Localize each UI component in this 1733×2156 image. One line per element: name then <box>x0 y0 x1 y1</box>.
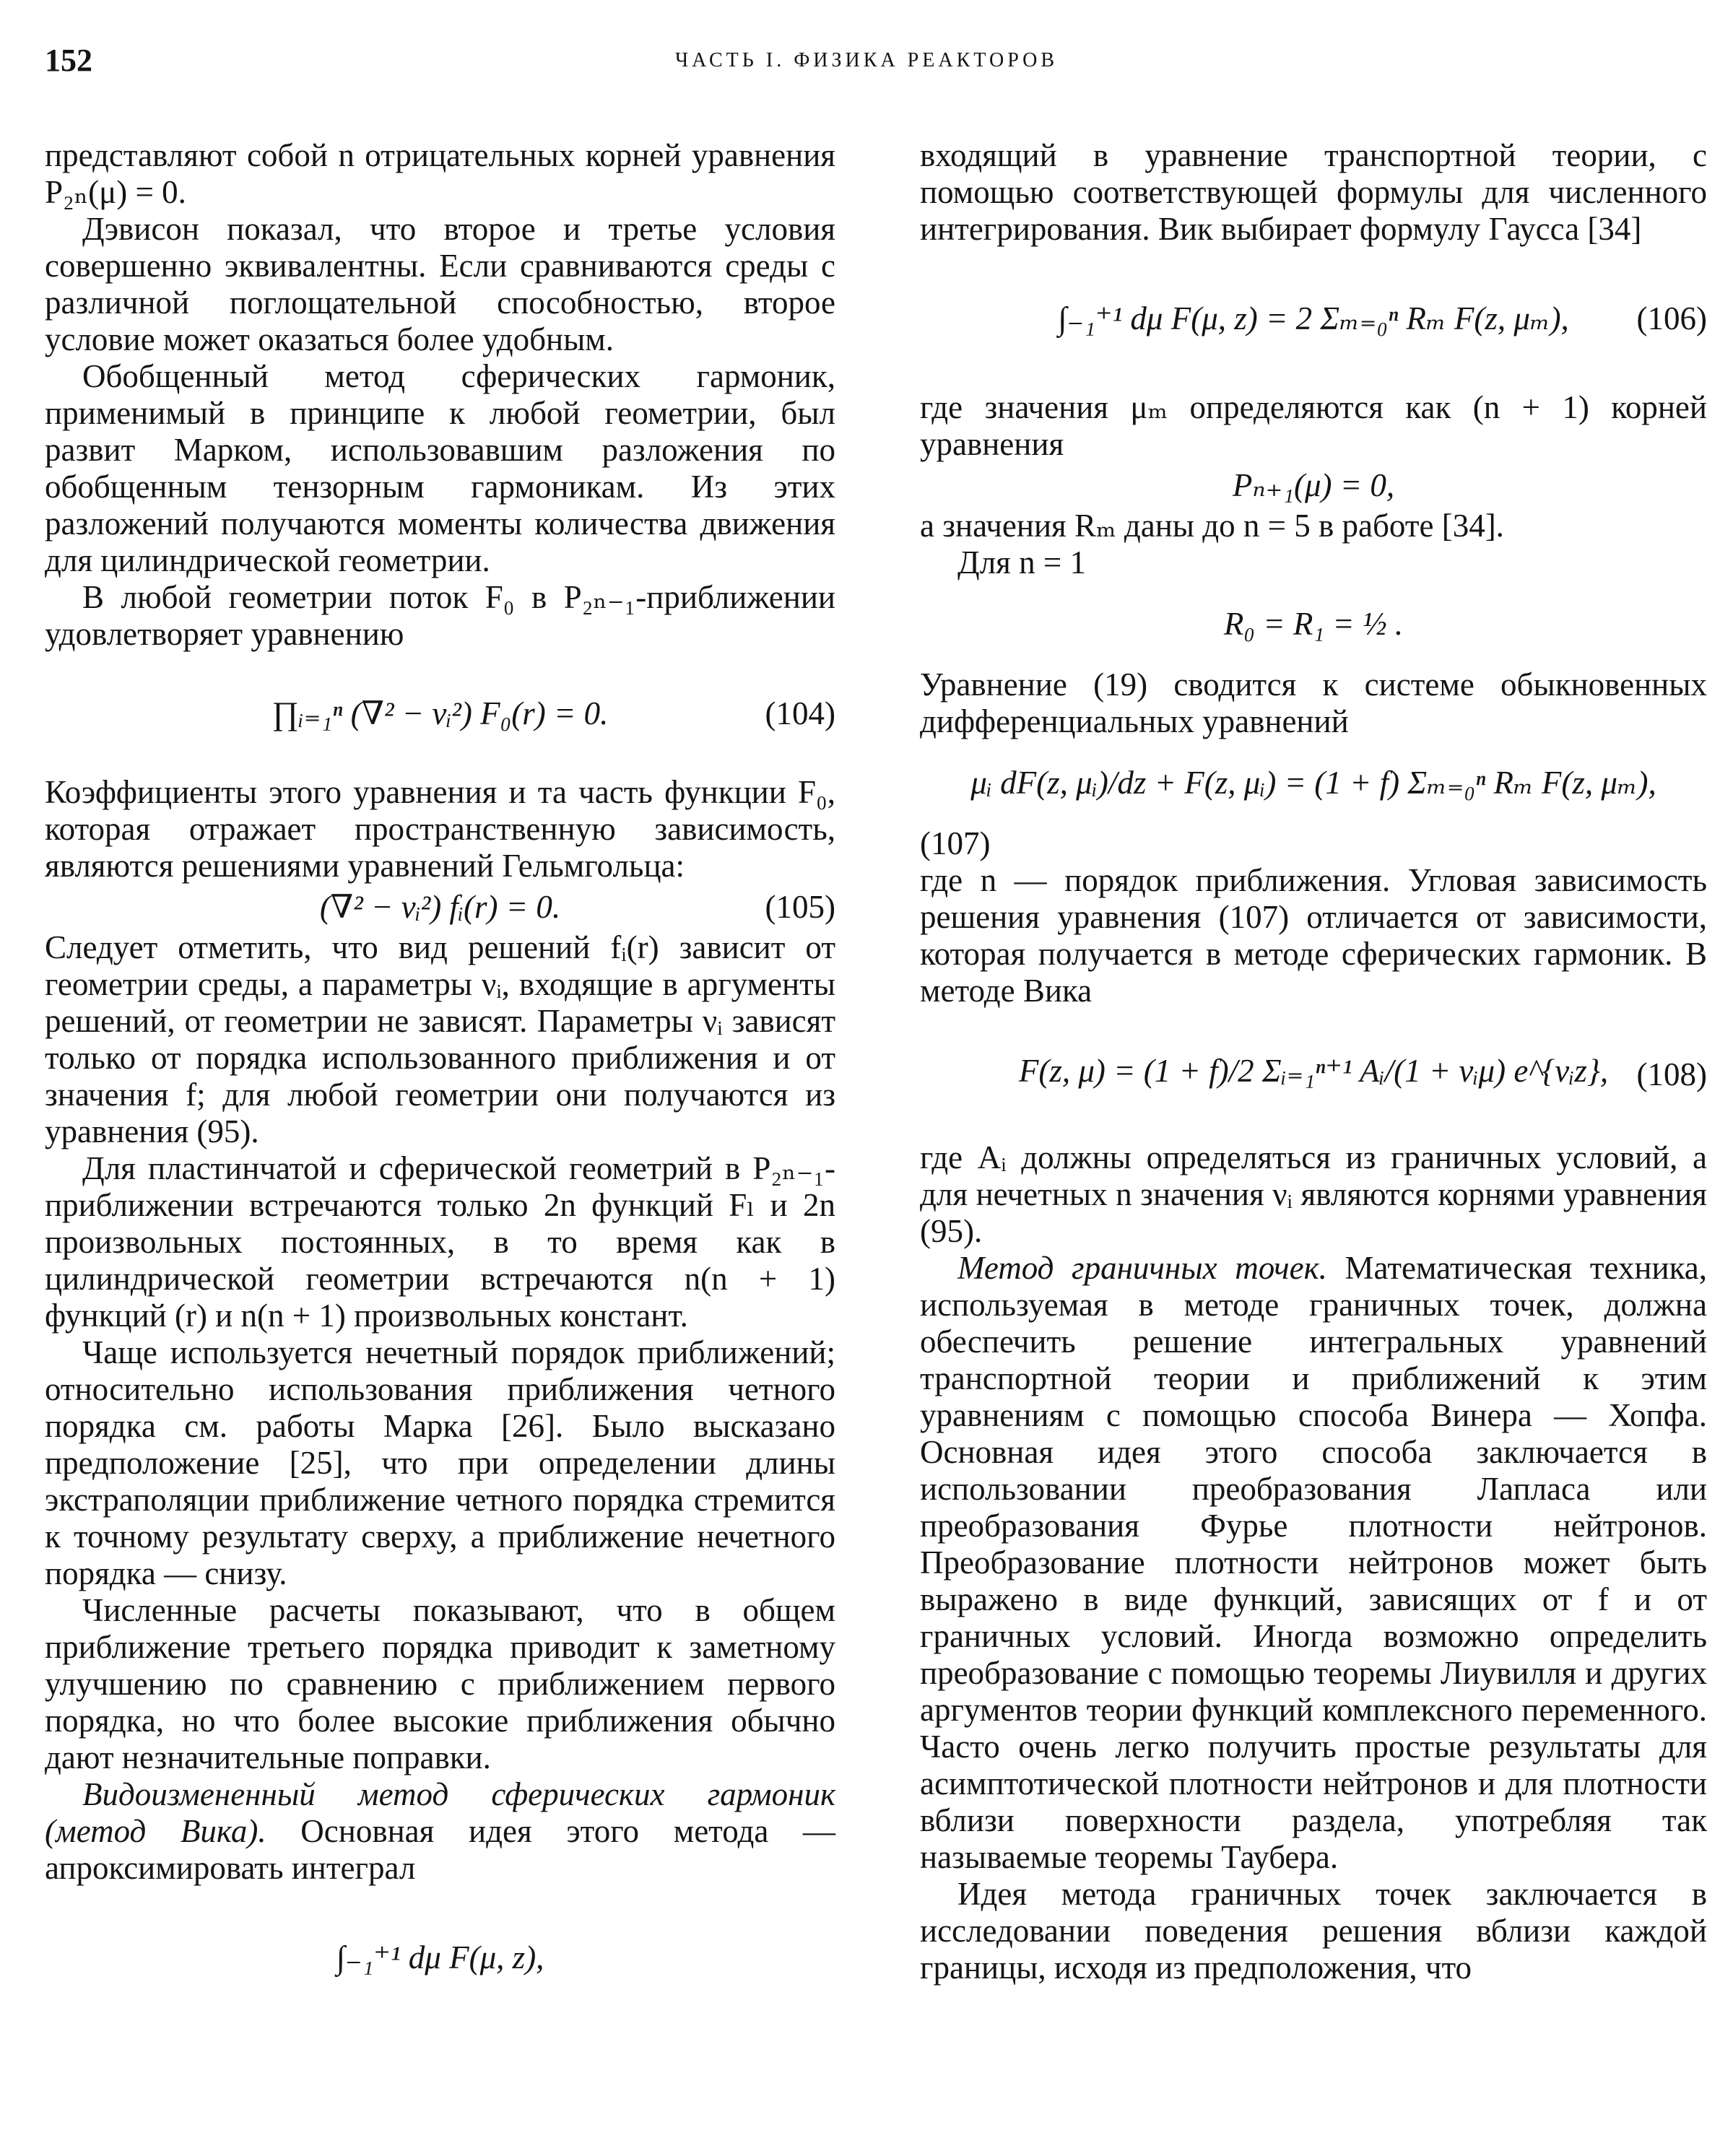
paragraph: Для n = 1 <box>957 544 1086 581</box>
paragraph: входящий в уравнение транспортной теории, с помощью соответствующей формулы для численного интегрирования. Вик выбирает формулу Гаусса [34] <box>920 137 1707 247</box>
paragraph-text: Основная идея этого метода — апроксимировать интеграл <box>45 1813 835 1886</box>
equation-107 <box>920 740 1707 825</box>
left-column <box>45 137 835 2028</box>
equation-formula: ∫₋₁⁺¹ dμ F(μ, z) = 2 Σₘ₌₀ⁿ Rₘ F(z, μₘ), <box>1058 300 1569 336</box>
equation-pn1 <box>920 463 1707 508</box>
equation-formula: F(z, μ) = (1 + f)/2 Σᵢ₌₁ⁿ⁺¹ Aᵢ/(1 + νᵢμ) e^{νᵢz}, <box>1018 1053 1609 1089</box>
paragraph: где Aᵢ должны определяться из граничных условий, а для нечетных n значения νᵢ являются корнями уравнения (95). <box>920 1139 1707 1249</box>
paragraph: Обобщенный метод сферических гармоник, применимый в принципе к любой геометрии, был развит Марком, использовавшим разложения по обобщенным тензорным гармоникам. Из этих разложений получаются моменты количества движения для цилиндрической геометрии. <box>45 358 835 578</box>
running-title: ЧАСТЬ I. ФИЗИКА РЕАКТОРОВ <box>674 49 1059 71</box>
page-number: 152 <box>45 43 92 78</box>
paragraph: Для пластинчатой и сферической геометрий в P₂ₙ₋₁-приближении встречаются только 2n функций Fₗ и 2n произвольных постоянных, в то время как в цилиндрической геометрии встречаются n(n + 1) функций (r) и n(n + 1) произвольных констант. <box>45 1150 835 1334</box>
paragraph: Идея метода граничных точек заключается в исследовании поведения решения вблизи каждой границы, исходя из предположения, что <box>920 1876 1707 1986</box>
paragraph: Коэффициенты этого уравнения и та часть функции F₀, которая отражает пространственную зависимость, являются решениями уравнений Гельмгольца: <box>45 774 835 884</box>
right-column <box>920 137 1707 1986</box>
equation-number: (107) <box>920 825 991 861</box>
paragraph-text: Математическая техника, используемая в методе граничных точек, должна обеспечить решение интегральных уравнений транспортной теории и приближений к этим уравнениям с помощью способа Винера — Хопфа. Основная идея этого способа заключается в использовании преобразования Лапласа или преобразования Фурье плотности нейтронов. Преобразование плотности нейтронов может быть выражено в виде функций, зависящих от f и от граничных условий. Иногда возможно определить преобразование с помощью теоремы Лиувилля и других аргументов теории функций комплексного переменного. Часто очень легко получить простые результаты для асимптотической плотности нейтронов и для плотности вблизи поверхности раздела, употребляя так называемые теоремы Таубера. <box>920 1250 1707 1875</box>
paragraph: где n — порядок приближения. Угловая зависимость решения уравнения (107) отличается от зависимости, которая получается в методе сферических гармоник. В методе Вика <box>920 862 1707 1009</box>
equation-104 <box>45 653 835 774</box>
equation-number: (105) <box>765 889 835 925</box>
equation-105 <box>45 884 835 929</box>
equation-integral <box>45 1887 835 2028</box>
paragraph: Дэвисон показал, что второе и третье условия совершенно эквивалентны. Если сравниваются среды с различной поглощательной способностью, второе условие может оказаться более удобным. <box>45 211 835 357</box>
paragraph: В любой геометрии поток F₀ в P₂ₙ₋₁-приближении удовлетворяет уравнению <box>45 579 835 652</box>
equation-number: (106) <box>1636 300 1707 336</box>
paragraph: Уравнение (19) сводится к системе обыкновенных дифференциальных уравнений <box>920 666 1707 739</box>
section-title: Метод граничных точек. <box>957 1250 1327 1286</box>
equation-formula: ∏ᵢ₌₁ⁿ (∇² − νᵢ²) F₀(r) = 0. <box>272 695 609 731</box>
paragraph: представляют собой n отрицательных корней уравнения P₂ₙ(μ) = 0. <box>45 137 835 210</box>
paragraph: Чаще используется нечетный порядок приближений; относительно использования приближения четного порядка см. работы Марка [26]. Было высказано предположение [25], что при определении длины экстраполяции приближение четного порядка стремится к точному результату сверху, а приближение нечетного порядка — снизу. <box>45 1334 835 1591</box>
equation-number: (108) <box>1636 1056 1707 1092</box>
paragraph <box>920 1250 1707 1876</box>
equation-formula: ∫₋₁⁺¹ dμ F(μ, z), <box>336 1939 544 1975</box>
equation-formula: (∇² − νᵢ²) fᵢ(r) = 0. <box>319 889 561 925</box>
equation-formula: Pₙ₊₁(μ) = 0, <box>1232 467 1395 503</box>
equation-106 <box>920 248 1707 389</box>
paragraph: Следует отметить, что вид решений fᵢ(r) зависит от геометрии среды, а параметры νᵢ, входящие в аргументы решений, от геометрии не зависят. Параметры νᵢ зависят только от порядка использованного приближения и от значения f; для любой геометрии они получаются из уравнения (95). <box>45 929 835 1149</box>
paragraph: а значения Rₘ даны до n = 5 в работе [34]. <box>920 508 1504 544</box>
equation-r <box>920 581 1707 666</box>
equation-number: (104) <box>765 695 835 731</box>
paragraph: где значения μₘ определяются как (n + 1) корней уравнения <box>920 389 1707 462</box>
equation-formula: R₀ = R₁ = ½ . <box>1223 606 1404 642</box>
page-header <box>45 42 1688 92</box>
paragraph <box>45 1776 835 1887</box>
equation-108 <box>920 1009 1707 1139</box>
paragraph: Численные расчеты показывают, что в общем приближение третьего порядка приводит к заметному улучшению по сравнению с приближением первого порядка, но что более высокие приближения обычно дают незначительные поправки. <box>45 1592 835 1775</box>
section-title: Видоизмененный метод сферических гармоник (метод Вика). <box>45 1776 835 1849</box>
equation-formula: μᵢ dF(z, μᵢ)/dz + F(z, μᵢ) = (1 + f) Σₘ₌₀ⁿ Rₘ F(z, μₘ), <box>970 765 1656 801</box>
